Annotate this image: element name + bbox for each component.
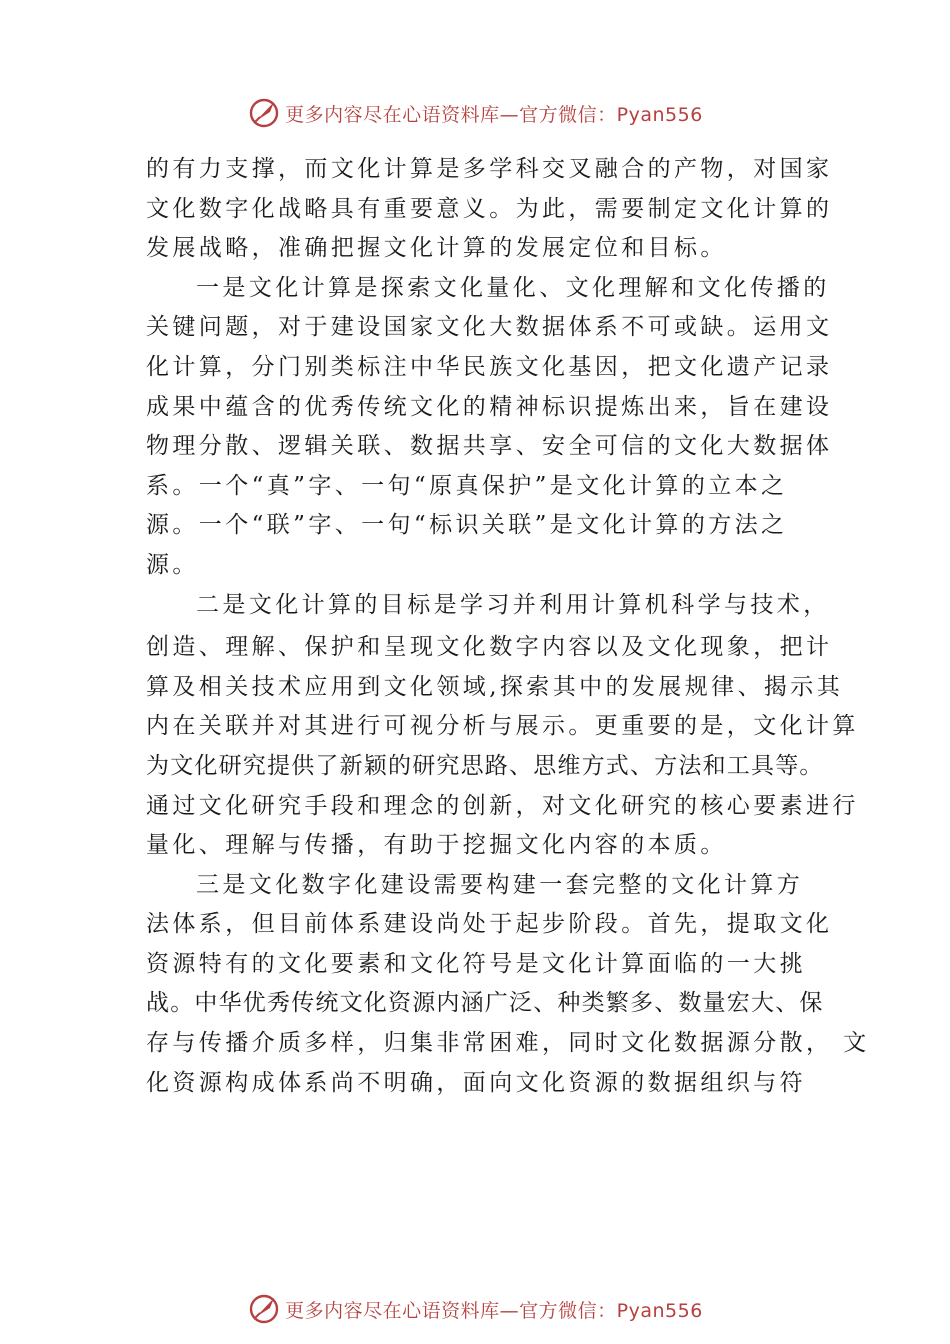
text-line: 化资源构成体系尚不明确，面向文化资源的数据组织与符 — [146, 1069, 806, 1096]
text-line: 法体系，但目前体系建设尚处于起步阶段。首先，提取文化 — [146, 911, 833, 938]
text-line: 量化、理解与传播，有助于挖掘文化内容的本质。 — [146, 832, 727, 859]
text-line: 为文化研究提供了新颖的研究思路、思维方式、方法和工具等。 — [146, 752, 824, 779]
text-line: 文化数字化战略具有重要意义。为此，需要制定文化计算的 — [146, 195, 833, 222]
text-line: 通过文化研究手段和理念的创新，对文化研究的核心要素进行 — [146, 792, 859, 819]
quill-circle-icon — [247, 96, 281, 130]
paragraph-start-line: 二是文化计算的目标是学习并利用计算机科学与技术， — [196, 591, 830, 618]
text-line: 源。一个“联”字、一句“标识关联”是文化计算的方法之 — [146, 512, 788, 539]
text-line: 资源特有的文化要素和文化符号是文化计算面临的一大挑 — [146, 950, 806, 977]
text-line: 源。 — [146, 551, 199, 578]
header-watermark — [0, 96, 950, 130]
document-body — [146, 150, 870, 1103]
footer-watermark — [0, 1292, 950, 1326]
text-line: 内在关联并对其进行可视分析与展示。更重要的是，文化计算 — [146, 713, 859, 740]
text-line: 关键问题，对于建设国家文化大数据体系不可或缺。运用文 — [146, 314, 833, 341]
text-line: 成果中蕴含的优秀传统文化的精神标识提炼出来，旨在建设 — [146, 393, 833, 420]
text-line: 创造、理解、保护和呈现文化数字内容以及文化现象，把计 — [146, 634, 833, 661]
paragraph-start-line: 三是文化数字化建设需要构建一套完整的文化计算方 — [196, 871, 804, 898]
text-line: 物理分散、逻辑关联、数据共享、安全可信的文化大数据体 — [146, 433, 833, 460]
text-line: 化计算，分门别类标注中华民族文化基因，把文化遗产记录 — [146, 353, 833, 380]
watermark-text: 更多内容尽在心语资料库—官方微信：Pyan556 — [285, 1299, 703, 1322]
text-line: 系。一个“真”字、一句“原真保护”是文化计算的立本之 — [146, 472, 788, 499]
paragraph-start-line: 一是文化计算是探索文化量化、文化理解和文化传播的 — [196, 274, 830, 301]
watermark-text: 更多内容尽在心语资料库—官方微信：Pyan556 — [285, 103, 703, 126]
text-line: 发展战略，准确把握文化计算的发展定位和目标。 — [146, 235, 727, 262]
quill-circle-icon — [247, 1292, 281, 1326]
text-line: 的有力支撑，而文化计算是多学科交叉融合的产物，对国家 — [146, 156, 833, 182]
text-line: 存与传播介质多样，归集非常困难，同时文化数据源分散， 文 — [146, 1030, 870, 1057]
text-line: 战。中华优秀传统文化资源内涵广泛、种类繁多、数量宏大、保 — [146, 990, 824, 1017]
text-line: 算及相关技术应用到文化领域,探索其中的发展规律、揭示其 — [146, 673, 844, 700]
